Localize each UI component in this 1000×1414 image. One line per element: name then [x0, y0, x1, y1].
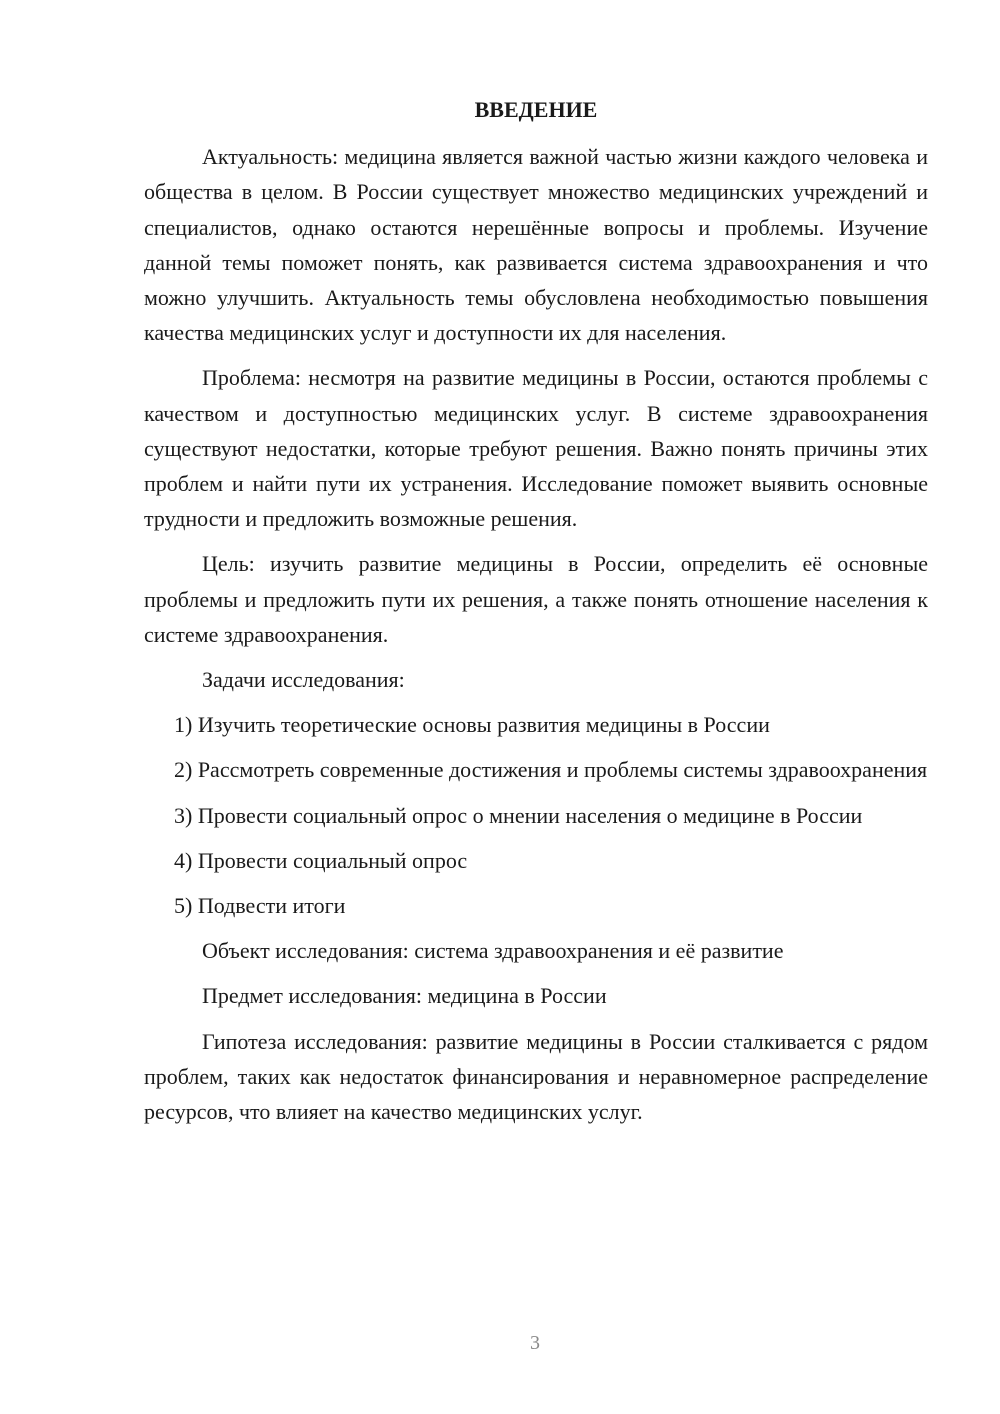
page-number: 3: [530, 1332, 540, 1354]
hypothesis-paragraph: Гипотеза исследования: развитие медицины в России сталкивается с рядом проблем, таких как недостаток финансирования и неравномерное распределение ресурсов, что влияет на качество медицинских услуг.: [144, 1028, 928, 1125]
relevance-paragraph: Актуальность: медицина является важной частью жизни каждого человека и общества в целом. В России существует множество медицинских учреждений и специалистов, однако остаются нерешённые вопросы и проблемы. Изучение данной темы поможет понять, как развивается система здравоохранения и что можно улучшить. Актуальность темы обусловлена необходимостью повышения качества медицинских услуг и доступности их для населения.: [144, 144, 928, 346]
task-item-1: 1) Изучить теоретические основы развития медицины в России: [174, 712, 770, 738]
page-title: ВВЕДЕНИЕ: [474, 97, 598, 122]
goal-paragraph: Цель: изучить развитие медицины в России, определить её основные проблемы и предложить пути их решения, а также понять отношение населения к системе здравоохранения.: [144, 551, 928, 647]
task-item-4: 4) Провести социальный опрос: [174, 847, 468, 873]
page-content: [144, 92, 928, 1139]
problem-paragraph: Проблема: несмотря на развитие медицины в России, остаются проблемы с качеством и доступностью медицинских услуг. В системе здравоохранения существуют недостатки, которые требуют решения. Важно понять причины этих проблем и найти пути их устранения. Исследование поможет выявить основные трудности и предложить возможные решения.: [144, 365, 928, 532]
subject-paragraph: Предмет исследования: медицина в России: [202, 983, 607, 1009]
task-item-2: 2) Рассмотреть современные достижения и проблемы системы здравоохранения: [174, 757, 928, 783]
task-item-3: 3) Провести социальный опрос о мнении населения о медицине в России: [174, 802, 863, 828]
tasks-title: Задачи исследования:: [202, 667, 405, 693]
object-paragraph: Объект исследования: система здравоохранения и её развитие: [202, 938, 784, 964]
task-item-5: 5) Подвести итоги: [174, 893, 346, 919]
